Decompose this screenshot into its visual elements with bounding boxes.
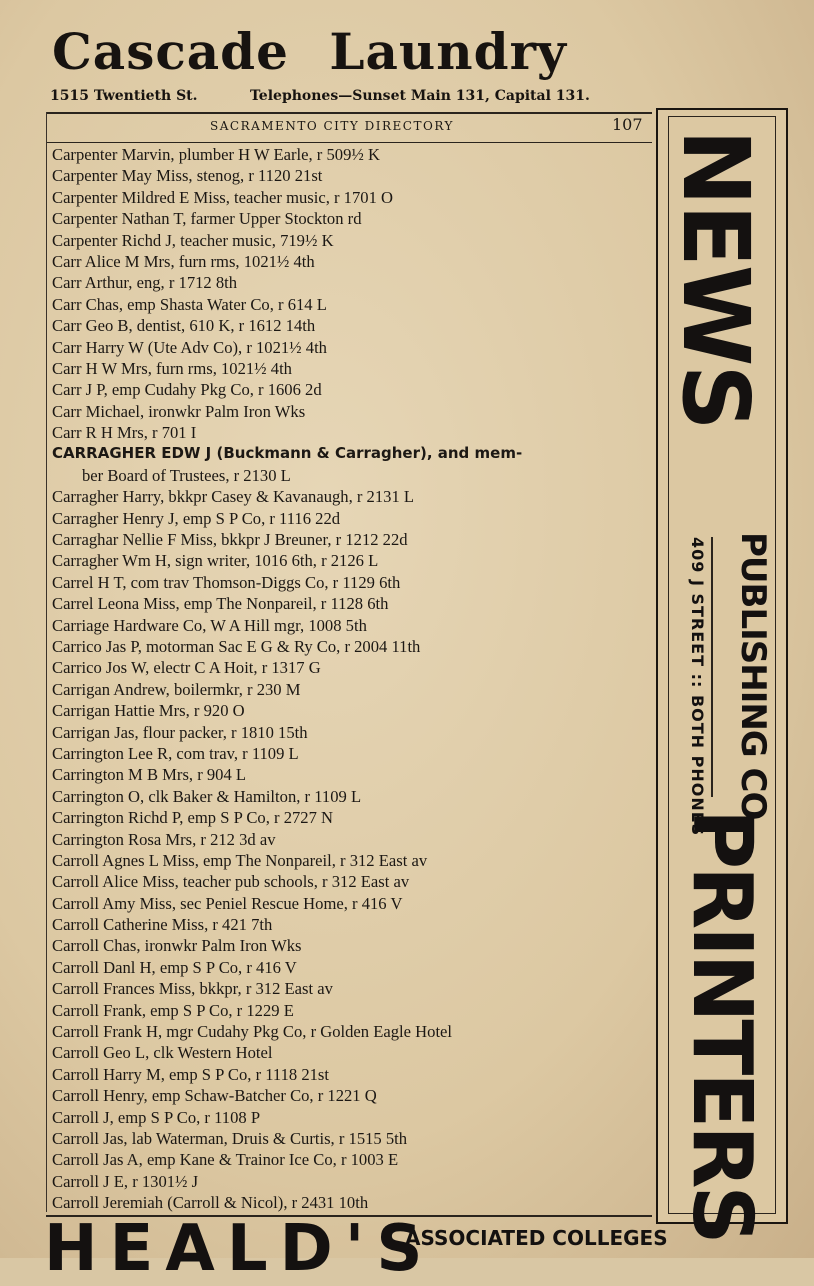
directory-entry: Carroll Jas A, emp Kane & Trainor Ice Co, r 1003 E (52, 1150, 399, 1170)
directory-entry: Carroll Agnes L Miss, emp The Nonpareil, r 312 East av (52, 850, 428, 870)
directory-entry: Carroll J E, r 1301½ J (52, 1171, 199, 1191)
footer-associated-text: ASSOCIATED COLLEGES (405, 1226, 668, 1250)
laundry-ad-address: 1515 Twentieth St. (50, 88, 198, 104)
directory-entry: Carr Alice M Mrs, furn rms, 1021½ 4th (52, 251, 315, 271)
directory-entry: Carpenter Nathan T, farmer Upper Stockton rd (52, 209, 362, 229)
directory-entry: Carroll Harry M, emp S P Co, r 1118 21st (52, 1064, 330, 1084)
directory-listing (52, 144, 652, 1214)
directory-entry: Carr Chas, emp Shasta Water Co, r 614 L (52, 294, 327, 314)
header-rule (46, 112, 652, 114)
column-left-rule (46, 112, 47, 1212)
directory-entry: CARRAGHER EDW J (Buckmann & Carragher), and mem- (52, 444, 523, 463)
directory-entry: Carpenter May Miss, stenog, r 1120 21st (52, 166, 323, 186)
directory-entry: Carrington M B Mrs, r 904 L (52, 765, 247, 785)
directory-entry: Carr H W Mrs, furn rms, 1021½ 4th (52, 358, 292, 378)
directory-entry: Carrington O, clk Baker & Hamilton, r 1109 L (52, 786, 362, 806)
directory-entry: Carraghar Nellie F Miss, bkkpr J Breuner, r 1212 22d (52, 530, 408, 550)
directory-entry: Carrel H T, com trav Thomson-Diggs Co, r 1129 6th (52, 572, 401, 592)
directory-entry: Carroll Amy Miss, sec Peniel Rescue Home, r 416 V (52, 893, 403, 913)
directory-entry: Carrington Richd P, emp S P Co, r 2727 N (52, 808, 334, 828)
ad-news-text: NEWS (662, 129, 769, 429)
directory-entry: Carr Geo B, dentist, 610 K, r 1612 14th (52, 316, 316, 336)
running-head-rule (46, 142, 652, 143)
footer-heald-text: HEALD'S (44, 1212, 435, 1286)
directory-entry: Carpenter Mildred E Miss, teacher music, r 1701 O (52, 187, 394, 207)
ad-printers-text: PRINTERS (674, 809, 769, 1242)
directory-entry: Carroll Catherine Miss, r 421 7th (52, 915, 273, 935)
directory-entry: Carrico Jos W, electr C A Hoit, r 1317 G (52, 658, 321, 678)
directory-entry: Carroll Chas, ironwkr Palm Iron Wks (52, 936, 302, 956)
directory-entry: Carroll Frances Miss, bkkpr, r 312 East av (52, 979, 333, 999)
directory-entry: ber Board of Trustees, r 2130 L (82, 465, 291, 485)
directory-entry: Carr R H Mrs, r 701 I (52, 423, 197, 443)
directory-entry: Carpenter Marvin, plumber H W Earle, r 509½ K (52, 145, 380, 164)
directory-entry: Carrico Jas P, motorman Sac E G & Ry Co, r 2004 11th (52, 636, 421, 656)
ad-divider (711, 537, 713, 797)
directory-entry: Carroll Geo L, clk Western Hotel (52, 1043, 273, 1063)
directory-entry: Carrel Leona Miss, emp The Nonpareil, r 1128 6th (52, 594, 389, 614)
page-number: 107 (612, 115, 643, 134)
directory-entry: Carpenter Richd J, teacher music, 719½ K (52, 230, 334, 250)
ad-publishing-text: PUBLISHING CO. (733, 532, 773, 831)
directory-entry: Carragher Wm H, sign writer, 1016 6th, r 2126 L (52, 551, 379, 571)
directory-entry: Carragher Henry J, emp S P Co, r 1116 22d (52, 508, 341, 528)
news-publishing-ad-frame (662, 116, 776, 1242)
directory-entry: Carriage Hardware Co, W A Hill mgr, 1008 5th (52, 615, 367, 635)
directory-entry: Carrington Lee R, com trav, r 1109 L (52, 743, 299, 763)
directory-entry: Carrigan Jas, flour packer, r 1810 15th (52, 722, 308, 742)
directory-entry: Carroll J, emp S P Co, r 1108 P (52, 1107, 261, 1127)
directory-entry: Carroll Jeremiah (Carroll & Nicol), r 2431 10th (52, 1193, 369, 1213)
directory-entry: Carroll Henry, emp Schaw-Batcher Co, r 1221 Q (52, 1086, 377, 1106)
news-publishing-ad (656, 108, 788, 1242)
directory-entry: Carr J P, emp Cudahy Pkg Co, r 1606 2d (52, 380, 322, 400)
laundry-ad-title: Cascade Laundry (52, 22, 567, 81)
directory-entry: Carr Harry W (Ute Adv Co), r 1021½ 4th (52, 337, 327, 357)
directory-entry: Carroll Frank, emp S P Co, r 1229 E (52, 1000, 294, 1020)
directory-entry: Carroll Danl H, emp S P Co, r 416 V (52, 957, 297, 977)
directory-entry: Carroll Jas, lab Waterman, Druis & Curtis, r 1515 5th (52, 1128, 408, 1148)
directory-entry: Carrington Rosa Mrs, r 212 3d av (52, 829, 276, 849)
running-head: SACRAMENTO CITY DIRECTORY (210, 119, 454, 133)
directory-entry: Carroll Alice Miss, teacher pub schools, r 312 East av (52, 872, 410, 892)
laundry-ad-phones: Telephones—Sunset Main 131, Capital 131. (250, 88, 590, 104)
directory-entry: Carrigan Andrew, boilermkr, r 230 M (52, 679, 301, 699)
ad-street-text: 409 J STREET :: BOTH PHONES (688, 537, 707, 837)
directory-entry: Carr Michael, ironwkr Palm Iron Wks (52, 401, 306, 421)
directory-entry: Carragher Harry, bkkpr Casey & Kavanaugh, r 2131 L (52, 487, 415, 507)
directory-entry: Carroll Frank H, mgr Cudahy Pkg Co, r Golden Eagle Hotel (52, 1022, 453, 1042)
directory-entry: Carrigan Hattie Mrs, r 920 O (52, 701, 245, 721)
directory-entry: Carr Arthur, eng, r 1712 8th (52, 273, 238, 293)
